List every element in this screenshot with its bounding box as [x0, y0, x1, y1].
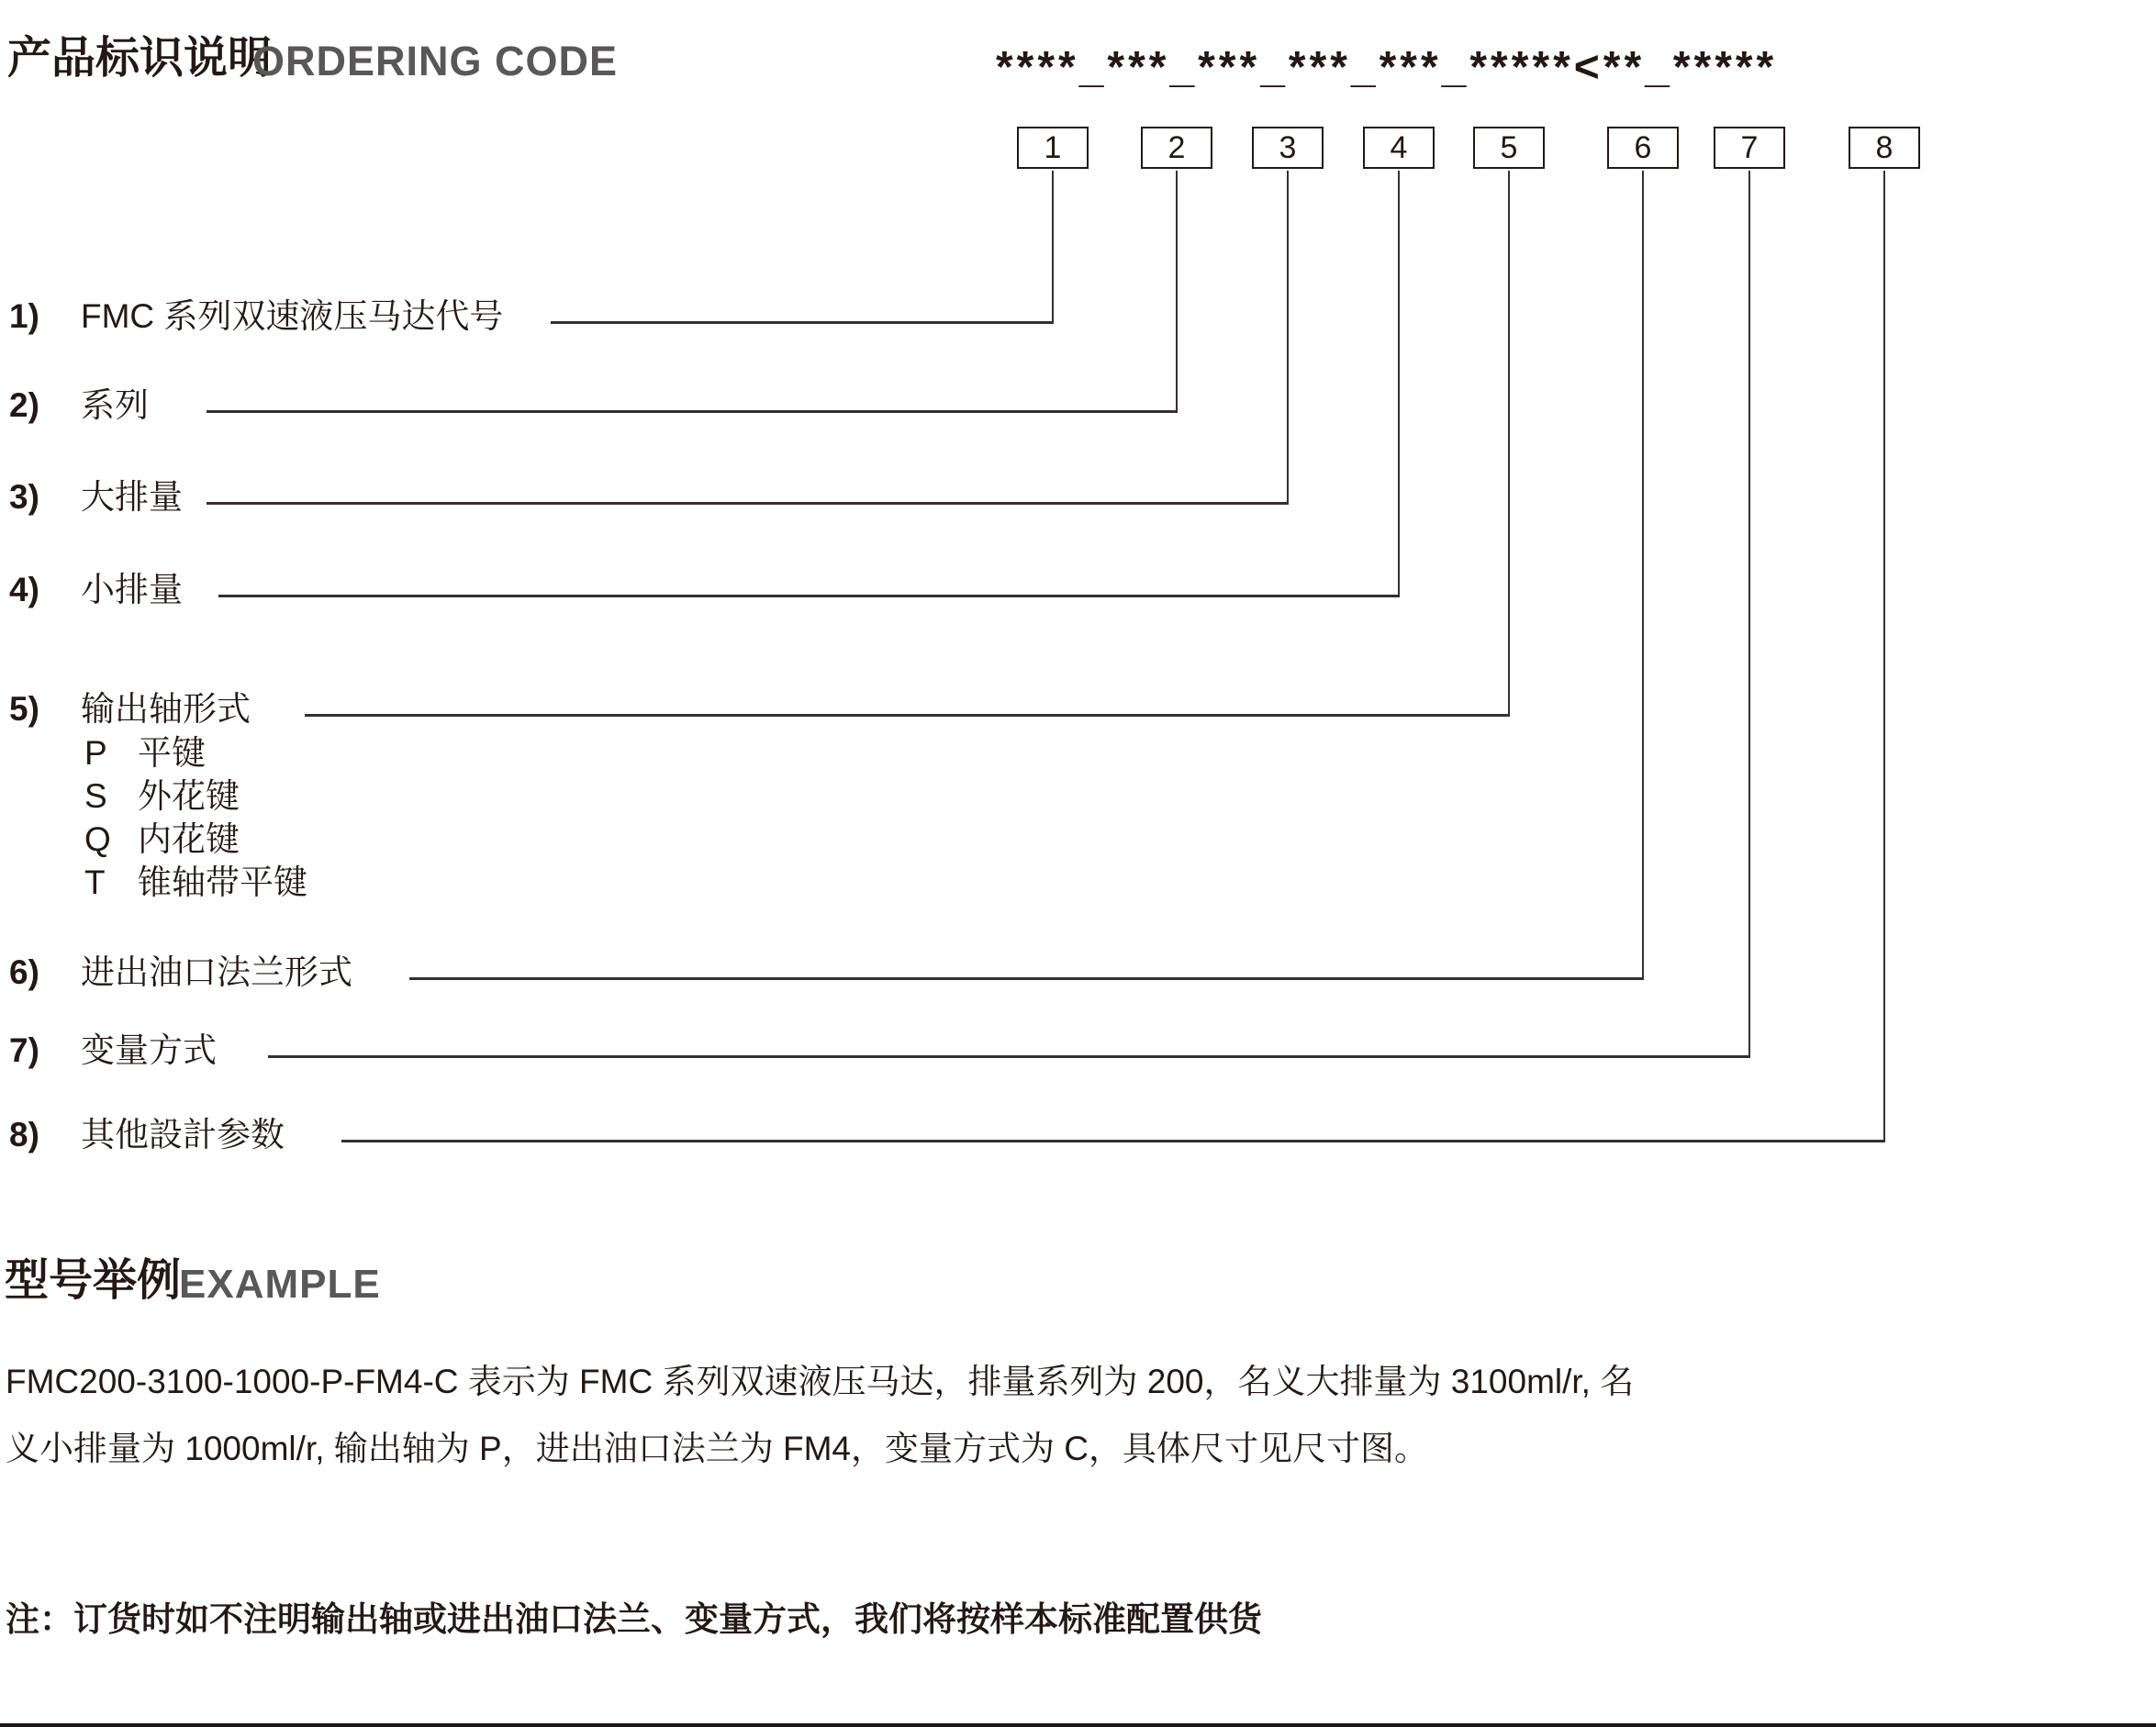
- row-4-label: 小排量: [81, 571, 183, 608]
- code-box-8: [1849, 127, 1920, 169]
- code-box-1: [1017, 127, 1089, 169]
- code-box-5-label: 5: [1500, 129, 1518, 165]
- row-7-label: 变量方式: [81, 1031, 217, 1069]
- code-box-7: [1714, 127, 1785, 169]
- row-8-label: 其他設計参数: [81, 1116, 285, 1153]
- page-title-zh: 产品标识说明: [7, 34, 273, 83]
- shaft-option-p-code: P: [84, 734, 107, 772]
- row-2-number: 2): [9, 386, 39, 424]
- ordering-code-pattern: ****_***_***_***_***_*****<**_*****: [996, 43, 1778, 92]
- row-5-label: 输出轴形式: [81, 690, 251, 728]
- connector-h-5: [305, 714, 1510, 717]
- code-box-4: [1363, 127, 1435, 169]
- connector-h-1: [551, 321, 1054, 324]
- shaft-option-s-label: 外花键: [138, 777, 240, 815]
- shaft-option-p-label: 平键: [138, 734, 206, 772]
- connector-v-2: [1176, 171, 1178, 412]
- row-3-label: 大排量: [81, 478, 183, 516]
- row-6-label: 进出油口法兰形式: [81, 953, 352, 991]
- connector-h-8: [341, 1140, 1885, 1142]
- row-6-number: 6): [9, 953, 39, 991]
- row-3-number: 3): [9, 478, 39, 516]
- connector-h-7: [268, 1055, 1750, 1058]
- row-2-label: 系列: [81, 386, 149, 424]
- code-box-5: [1473, 127, 1545, 169]
- code-box-3: [1252, 127, 1324, 169]
- code-box-6: [1607, 127, 1679, 169]
- row-4-number: 4): [9, 571, 39, 608]
- example-title-en: EXAMPLE: [179, 1262, 381, 1307]
- connector-v-5: [1508, 171, 1510, 716]
- connector-h-2: [207, 410, 1178, 413]
- shaft-option-t-label: 锥轴带平键: [138, 864, 307, 901]
- row-1-number: 1): [9, 297, 39, 335]
- row-7-number: 7): [9, 1031, 39, 1069]
- connector-v-8: [1883, 171, 1885, 1142]
- connector-v-3: [1287, 171, 1289, 504]
- example-text-line1: FMC200-3100-1000-P-FM4-C 表示为 FMC 系列双速液压马达，排量系列为 200，名义大排量为 3100ml/r, 名: [6, 1363, 1635, 1400]
- example-title-zh: 型号举例: [5, 1256, 182, 1305]
- page-bottom-rule: [0, 1723, 2156, 1727]
- page-title-en: ORDERING CODE: [252, 38, 619, 84]
- code-box-2-label: 2: [1167, 129, 1186, 165]
- shaft-option-q-code: Q: [84, 820, 111, 858]
- connector-v-6: [1642, 171, 1644, 979]
- row-1-label: FMC 系列双速液压马达代号: [81, 297, 504, 335]
- example-text-line2: 义小排量为 1000ml/r, 输出轴为 P，进出油口法兰为 FM4，变量方式为 C，具体尺寸见尺寸图。: [6, 1430, 1428, 1467]
- connector-h-4: [218, 595, 1400, 597]
- code-box-4-label: 4: [1390, 129, 1408, 165]
- code-box-8-label: 8: [1875, 129, 1893, 165]
- order-note: 注：订货时如不注明输出轴或进出油口法兰、变量方式，我们将按样本标准配置供货: [6, 1600, 1262, 1638]
- shaft-option-t-code: T: [84, 864, 106, 901]
- shaft-option-s-code: S: [84, 777, 107, 815]
- connector-h-3: [207, 502, 1289, 505]
- connector-v-7: [1748, 171, 1750, 1057]
- shaft-option-q-label: 内花键: [138, 820, 240, 858]
- code-box-6-label: 6: [1634, 129, 1652, 165]
- code-box-3-label: 3: [1279, 129, 1297, 165]
- connector-v-4: [1398, 171, 1400, 596]
- row-8-number: 8): [9, 1116, 39, 1153]
- connector-h-6: [409, 977, 1644, 980]
- connector-v-1: [1052, 171, 1054, 323]
- code-box-1-label: 1: [1044, 129, 1062, 165]
- row-5-number: 5): [9, 690, 39, 728]
- code-box-7-label: 7: [1740, 129, 1759, 165]
- code-box-2: [1141, 127, 1212, 169]
